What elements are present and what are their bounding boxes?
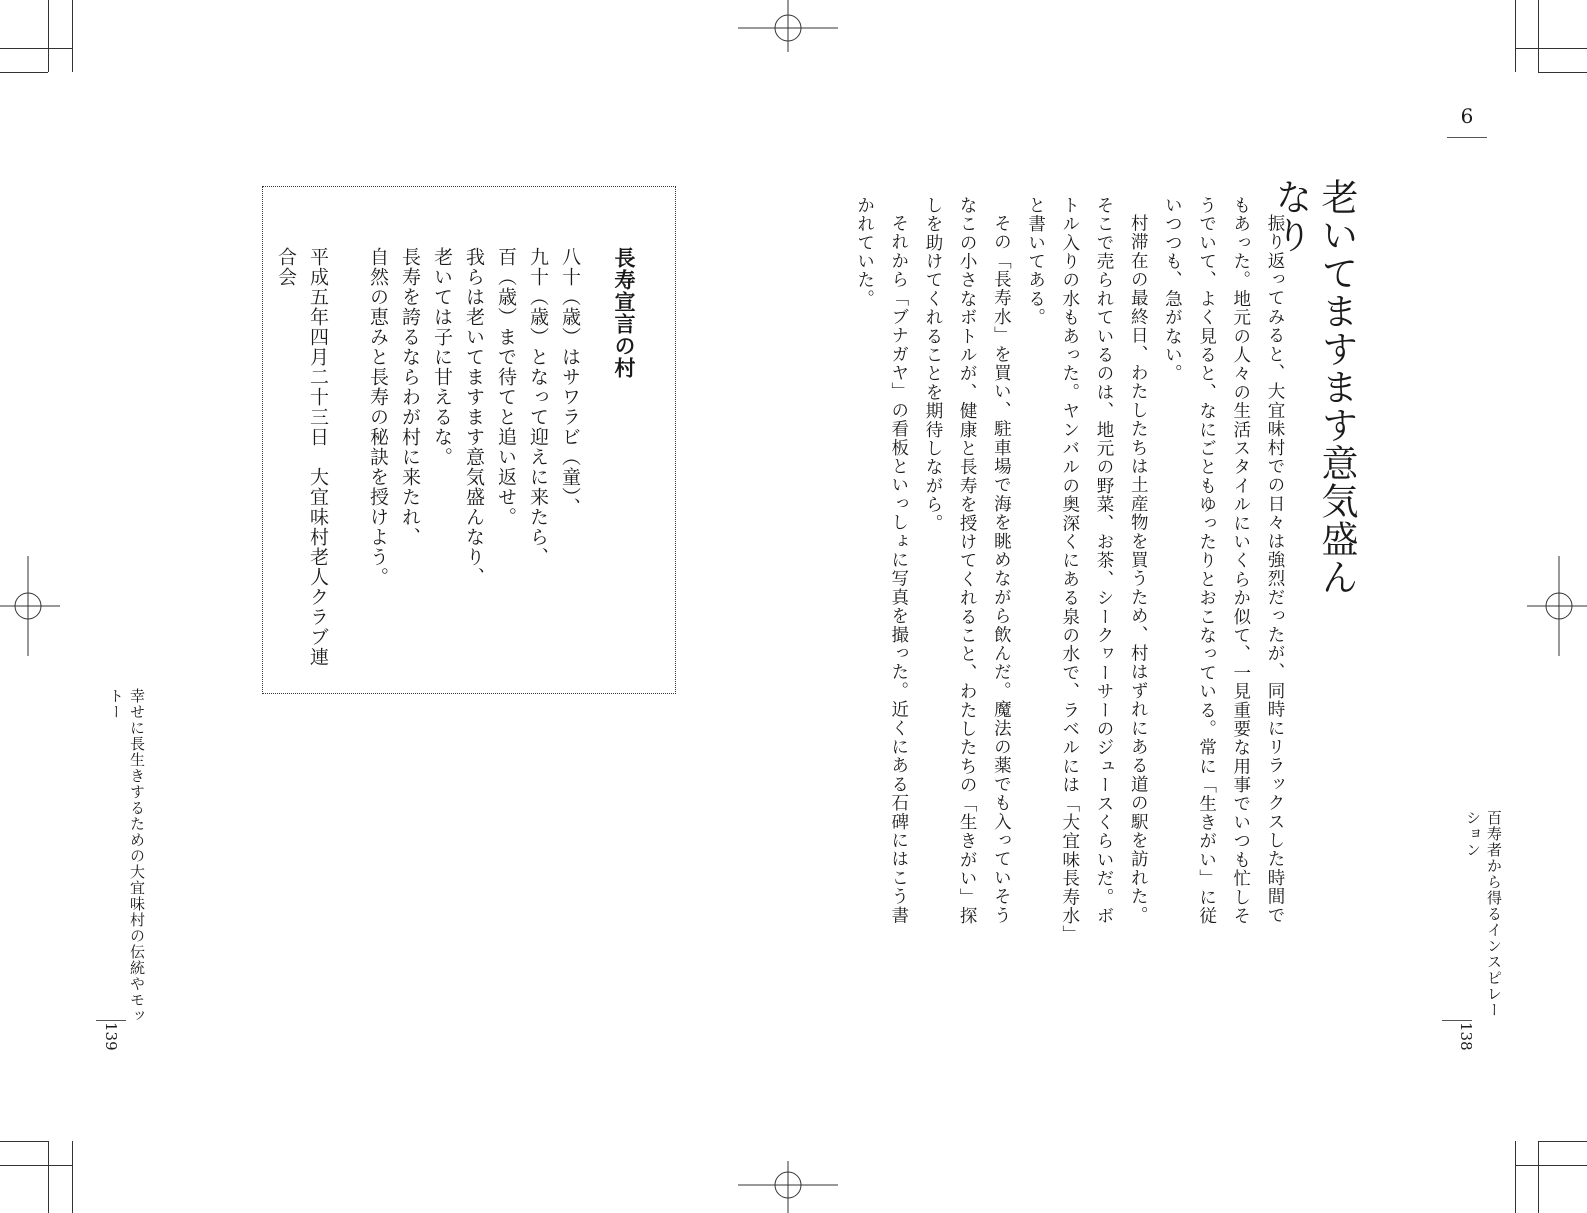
crop-mark <box>1538 0 1539 72</box>
folio-rule <box>1442 1020 1472 1021</box>
page-number-left: 139 <box>102 1022 120 1051</box>
crop-mark <box>1538 72 1587 73</box>
body-text <box>854 196 1292 938</box>
motto-line: 九十（歳）となって迎えに来たら、 <box>527 247 549 567</box>
motto-box <box>262 186 676 694</box>
chapter-rule <box>1447 137 1487 138</box>
crop-mark <box>1515 0 1516 72</box>
crop-mark <box>1515 48 1587 49</box>
crop-mark <box>1538 1141 1587 1142</box>
paragraph: その「長寿水」を買い、駐車場で海を眺めながら飲んだ。魔法の薬でも入っていそうなこの小さなボトルが、健康と長寿を授けてくれること、わたしたちの「生きがい」探しを助けてくれることを期待しながら。 <box>922 196 1012 926</box>
paragraph: それから「ブナガヤ」の看板といっしょに写真を撮った。近くにある石碑にはこう書かれていた。 <box>854 196 909 925</box>
crop-mark <box>0 1141 48 1142</box>
motto-line: 八十（歳）はサワラビ（童）、 <box>559 247 581 518</box>
registration-mark-top <box>738 0 838 52</box>
motto-line: 老いては子に甘えるな。 <box>431 247 453 467</box>
crop-mark <box>72 1141 73 1213</box>
motto-line: 自然の恵みと長寿の秘訣を授けよう。 <box>367 247 389 587</box>
crop-mark <box>0 1165 72 1166</box>
motto-title: 長寿宣言の村 <box>612 247 636 379</box>
registration-mark-left <box>0 556 60 656</box>
running-head-left: 幸せに長生きするための大宜味村の伝統やモットー <box>107 688 146 1024</box>
chapter-number: 6 <box>1460 104 1474 128</box>
crop-mark <box>0 48 72 49</box>
running-head-right: 百寿者から得るインスピレーション <box>1464 810 1503 1018</box>
motto-signature: 平成五年四月二十三日 大宜味村老人クラブ連合会 <box>275 247 329 667</box>
paragraph: 村滞在の最終日、わたしたちは土産物を買うため、村はずれにある道の駅を訪れた。そこで売られているのは、地元の野菜、お茶、シークヮーサーのジュースくらいだ。ボトル入りの水もあった。ヤンバルの奥深くにある泉の水で、ラベルには「大宜味長寿水」と書いてある。 <box>1025 196 1149 936</box>
registration-mark-right <box>1527 556 1587 656</box>
crop-mark <box>72 0 73 72</box>
crop-mark <box>0 72 48 73</box>
motto-line: 長寿を誇るならわが村に来たれ、 <box>399 247 421 547</box>
motto-line: 我らは老いてますます意気盛んなり、 <box>463 247 485 587</box>
folio-rule <box>96 1020 126 1021</box>
crop-mark <box>1515 1141 1516 1213</box>
motto-text <box>270 247 640 677</box>
paragraph: 振り返ってみると、大宜味村での日々は強烈だったが、同時にリラックスした時間でもあった。地元の人々の生活スタイルにいくらか似て、一見重要な用事でいつも忙しそうでいて、よく見ると、なにごともゆったりとおこなっている。常に「生きがい」に従いつつも、急がない。 <box>1162 196 1285 926</box>
page-number-right: 138 <box>1457 1022 1475 1051</box>
chapter-title: 老いてますます意気盛んなり <box>1269 178 1358 596</box>
crop-mark <box>48 0 49 72</box>
registration-mark-bottom <box>738 1161 838 1213</box>
motto-line: 百（歳）まで待てと追い返せ。 <box>495 247 517 527</box>
crop-mark <box>1538 1141 1539 1213</box>
crop-mark <box>1515 1165 1587 1166</box>
crop-mark <box>48 1141 49 1213</box>
